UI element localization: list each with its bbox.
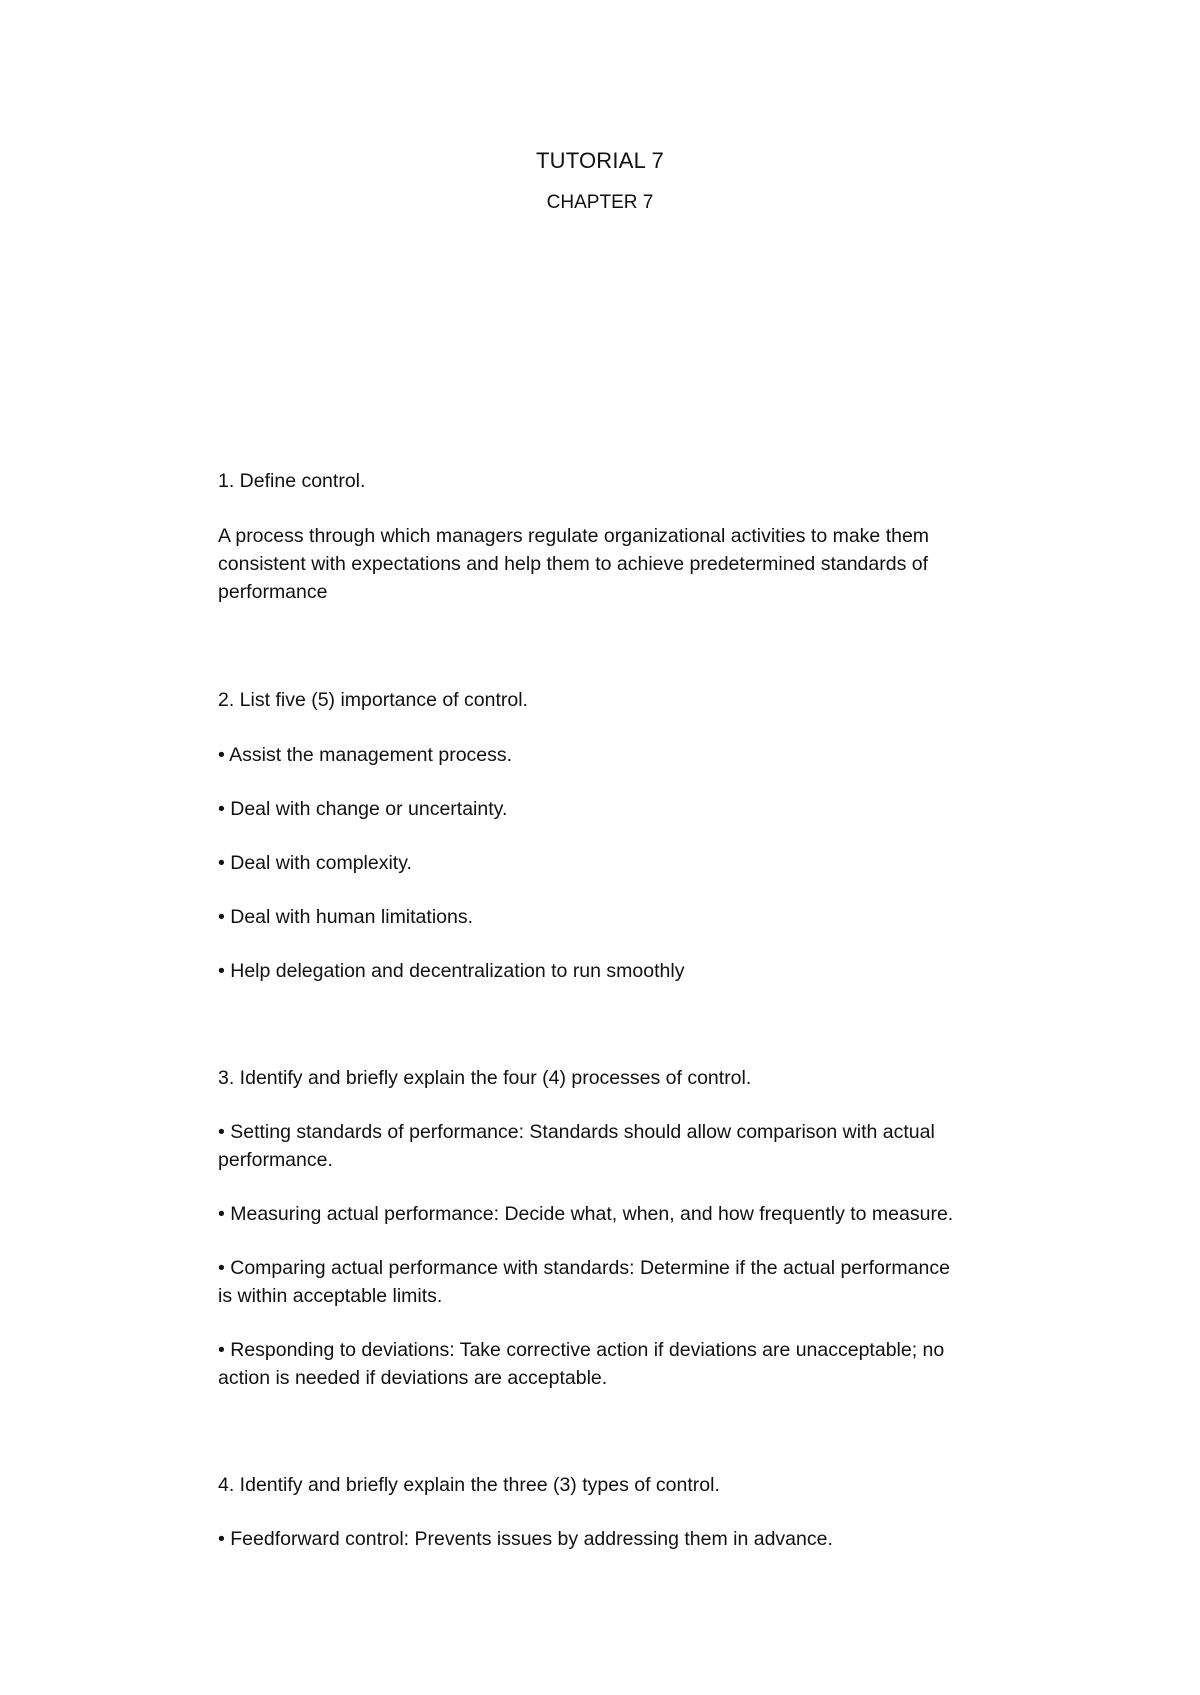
list-item: • Deal with human limitations. <box>218 906 474 928</box>
list-item: • Deal with change or uncertainty. <box>218 798 508 820</box>
list-item: • Help delegation and decentralization to run smoothly <box>218 960 685 982</box>
answer-1-line-3: performance <box>218 581 328 603</box>
question-3: 3. Identify and briefly explain the four (4) processes of control. <box>218 1067 752 1089</box>
answer-1-line-1: A process through which managers regulate organizational activities to make them <box>218 525 930 547</box>
list-item: • Feedforward control: Prevents issues by addressing them in advance. <box>218 1528 833 1550</box>
list-item: • Setting standards of performance: Standards should allow comparison with actual <box>218 1121 935 1143</box>
question-4: 4. Identify and briefly explain the three (3) types of control. <box>218 1474 720 1496</box>
list-item-continuation: is within acceptable limits. <box>218 1285 443 1307</box>
list-item-continuation: performance. <box>218 1149 333 1171</box>
list-item: • Deal with complexity. <box>218 852 412 874</box>
list-item-continuation: action is needed if deviations are acceptable. <box>218 1367 608 1389</box>
list-item: • Assist the management process. <box>218 744 513 766</box>
page-subtitle: CHAPTER 7 <box>546 192 654 213</box>
answer-1-line-2: consistent with expectations and help them to achieve predetermined standards of <box>218 553 929 575</box>
list-item: • Measuring actual performance: Decide what, when, and how frequently to measure. <box>218 1203 954 1225</box>
list-item: • Comparing actual performance with standards: Determine if the actual performance <box>218 1257 950 1279</box>
question-2: 2. List five (5) importance of control. <box>218 689 528 711</box>
question-1: 1. Define control. <box>218 470 366 492</box>
page-title: TUTORIAL 7 <box>536 148 664 173</box>
list-item: • Responding to deviations: Take corrective action if deviations are unacceptable; no <box>218 1339 945 1361</box>
